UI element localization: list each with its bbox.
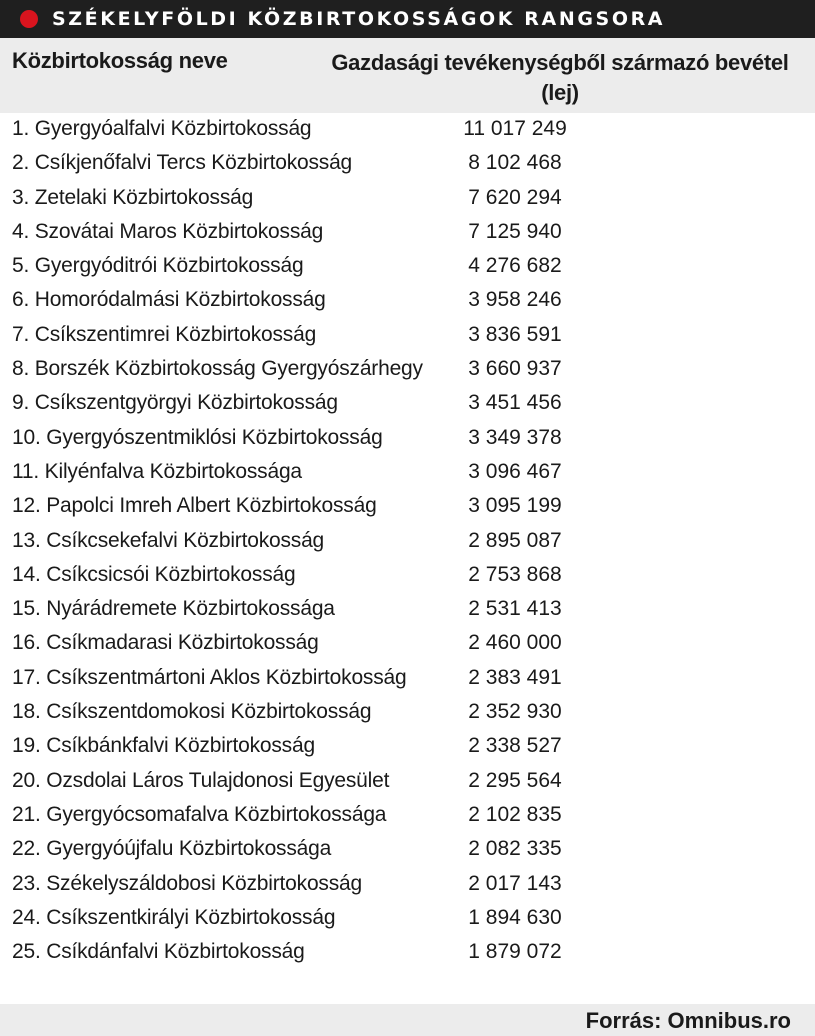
table-row (0, 799, 815, 833)
page-title: SZÉKELYFÖLDI KÖZBIRTOKOSSÁGOK RANGSORA (52, 8, 666, 30)
row-name: 13. Csíkcsekefalvi Közbirtokosság (12, 528, 325, 552)
row-value: 3 451 456 (468, 391, 562, 415)
table-row (0, 250, 815, 284)
table-row (0, 387, 815, 421)
row-name: 10. Gyergyószentmiklósi Közbirtokosság (12, 425, 383, 449)
table-row (0, 319, 815, 353)
row-value: 1 879 072 (468, 940, 562, 964)
column-header-name: Közbirtokosság neve (12, 48, 228, 73)
row-name: 5. Gyergyóditrói Közbirtokosság (12, 254, 304, 278)
row-name: 6. Homoródalmási Közbirtokosság (12, 288, 326, 312)
row-value: 3 660 937 (468, 357, 562, 381)
table-row (0, 456, 815, 490)
row-name: 15. Nyárádremete Közbirtokossága (12, 597, 335, 621)
row-name: 9. Csíkszentgyörgyi Közbirtokosság (12, 391, 338, 415)
row-name: 22. Gyergyóújfalu Közbirtokossága (12, 837, 332, 861)
row-name: 24. Csíkszentkirályi Közbirtokosság (12, 905, 336, 929)
row-value: 8 102 468 (468, 151, 562, 175)
row-value: 2 338 527 (468, 734, 562, 758)
row-value: 3 095 199 (468, 494, 562, 518)
row-name: 7. Csíkszentimrei Közbirtokosság (12, 322, 317, 346)
footer (0, 1004, 815, 1036)
title-bar (0, 0, 815, 38)
table-row (0, 216, 815, 250)
table-row (0, 730, 815, 764)
row-name: 21. Gyergyócsomafalva Közbirtokossága (12, 802, 387, 826)
row-name: 14. Csíkcsicsói Közbirtokosság (12, 562, 296, 586)
table-row (0, 593, 815, 627)
row-value: 2 352 930 (468, 700, 562, 724)
row-name: 2. Csíkjenőfalvi Tercs Közbirtokosság (12, 151, 353, 175)
table-row (0, 833, 815, 867)
row-name: 11. Kilyénfalva Közbirtokossága (12, 459, 302, 483)
row-name: 20. Ozsdolai Láros Tulajdonosi Egyesület (12, 768, 390, 792)
row-value: 7 620 294 (468, 185, 562, 209)
table-row (0, 936, 815, 970)
row-value: 2 383 491 (468, 665, 562, 689)
row-value: 1 894 630 (468, 905, 562, 929)
table-row (0, 147, 815, 181)
row-name: 12. Papolci Imreh Albert Közbirtokosság (12, 494, 377, 518)
table-row (0, 765, 815, 799)
row-value: 3 349 378 (468, 425, 562, 449)
row-name: 25. Csíkdánfalvi Közbirtokosság (12, 940, 305, 964)
row-value: 2 295 564 (468, 768, 562, 792)
row-value: 2 082 335 (468, 837, 562, 861)
table-row (0, 868, 815, 902)
table-row (0, 113, 815, 147)
row-name: 1. Gyergyóalfalvi Közbirtokosság (12, 117, 312, 140)
table-row (0, 422, 815, 456)
row-name: 18. Csíkszentdomokosi Közbirtokosság (12, 700, 372, 724)
red-dot-icon (20, 10, 38, 28)
column-header-value: Gazdasági tevékenységből származó bevétel (lej) (331, 50, 789, 105)
table-row (0, 284, 815, 318)
table-row (0, 902, 815, 936)
source-label: Forrás: Omnibus.ro (585, 1008, 791, 1033)
row-value: 7 125 940 (468, 219, 562, 243)
table-row (0, 627, 815, 661)
table-body (0, 113, 815, 970)
row-value: 2 017 143 (468, 871, 562, 895)
table-row (0, 696, 815, 730)
row-value: 3 096 467 (468, 459, 562, 483)
table-row (0, 182, 815, 216)
row-name: 3. Zetelaki Közbirtokosság (12, 185, 254, 209)
row-name: 16. Csíkmadarasi Közbirtokosság (12, 631, 319, 655)
row-value: 4 276 682 (468, 254, 562, 278)
row-value: 3 836 591 (468, 322, 562, 346)
row-value: 2 460 000 (468, 631, 562, 655)
table-header (0, 38, 815, 113)
table-row (0, 353, 815, 387)
row-value: 2 102 835 (468, 802, 562, 826)
row-name: 17. Csíkszentmártoni Aklos Közbirtokosság (12, 665, 407, 689)
table-row (0, 559, 815, 593)
row-value: 3 958 246 (468, 288, 562, 312)
row-value: 11 017 249 (463, 117, 567, 140)
row-name: 23. Székelyszáldobosi Közbirtokosság (12, 871, 362, 895)
row-name: 8. Borszék Közbirtokosság Gyergyószárhegy (12, 357, 423, 381)
table-row (0, 662, 815, 696)
row-name: 4. Szovátai Maros Közbirtokosság (12, 219, 324, 243)
row-value: 2 753 868 (468, 562, 562, 586)
row-value: 2 531 413 (468, 597, 562, 621)
row-value: 2 895 087 (468, 528, 562, 552)
table-row (0, 525, 815, 559)
table-row (0, 490, 815, 524)
row-name: 19. Csíkbánkfalvi Közbirtokosság (12, 734, 315, 758)
